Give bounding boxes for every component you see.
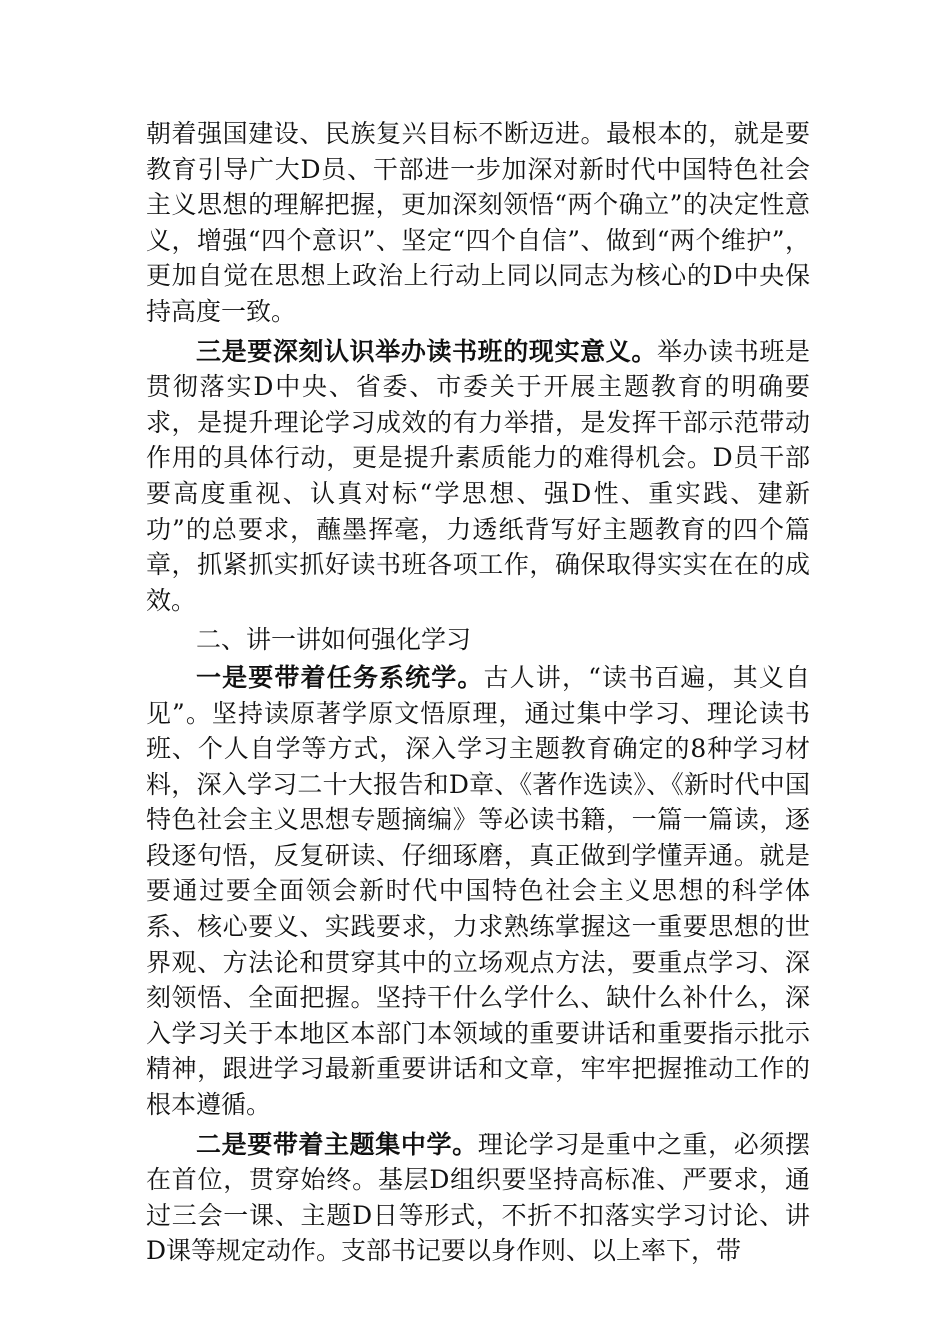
- document-body: [146, 116, 810, 1273]
- paragraph-task-study: [146, 660, 810, 1123]
- paragraph-text: 古人讲，“读书百遍，其义自见”。坚持读原著学原文悟原理，通过集中学习、理论读书班、个人自学等方式，深入学习主题教育确定的8种学习材料，深入学习二十大报告和D章、《著作选读》、《新时代中国特色社会主义思想专题摘编》等必读书籍，一篇一篇读，逐段逐句悟，反复研读、仔细琢磨，真正做到学懂弄通。就是要通过要全面领会新时代中国特色社会主义思想的科学体系、核心要义、实践要求，力求熟练掌握这一重要思想的世界观、方法论和贯穿其中的立场观点方法，要重点学习、深刻领悟、全面把握。坚持干什么学什么、缺什么补什么，深入学习关于本地区本部门本领域的重要讲话和重要指示批示精神，跟进学习最新重要讲话和文章，牢牢把握推动工作的根本遵循。: [146, 662, 810, 1120]
- paragraph-continuation: [146, 116, 810, 330]
- section-heading: 二、讲一讲如何强化学习: [196, 625, 472, 655]
- paragraph-lead: 三是要深刻认识举办读书班的现实意义。: [196, 336, 657, 366]
- paragraph-lead: 一是要带着任务系统学。: [196, 662, 484, 692]
- paragraph-lead: 二是要带着主题集中学。: [196, 1129, 478, 1159]
- paragraph-text: 朝着强国建设、民族复兴目标不断迈进。最根本的，就是要教育引导广大D员、干部进一步加深对新时代中国特色社会主义思想的理解把握，更加深刻领悟“两个确立”的决定性意义，增强“四个意识”、坚定“四个自信”、做到“两个维护”，更加自觉在思想上政治上行动上同以同志为核心的D中央保持高度一致。: [146, 119, 810, 326]
- paragraph-text: 举办读书班是贯彻落实D中央、省委、市委关于开展主题教育的明确要求，是提升理论学习成效的有力举措，是发挥干部示范带动作用的具体行动，更是提升素质能力的难得机会。D员干部要高度重视、认真对标“学思想、强D性、重实践、建新功”的总要求，蘸墨挥毫，力透纸背写好主题教育的四个篇章，抓紧抓实抓好读书班各项工作，确保取得实实在在的成效。: [146, 336, 810, 615]
- paragraph-reading-class-significance: [146, 334, 810, 619]
- paragraph-theme-study: [146, 1127, 810, 1269]
- paragraph-text: 理论学习是重中之重，必须摆在首位，贯穿始终。基层D组织要坚持高标准、严要求，通过三会一课、主题D日等形式，不折不扣落实学习讨论、讲D课等规定动作。支部书记要以身作则、以上率下，带: [146, 1129, 810, 1266]
